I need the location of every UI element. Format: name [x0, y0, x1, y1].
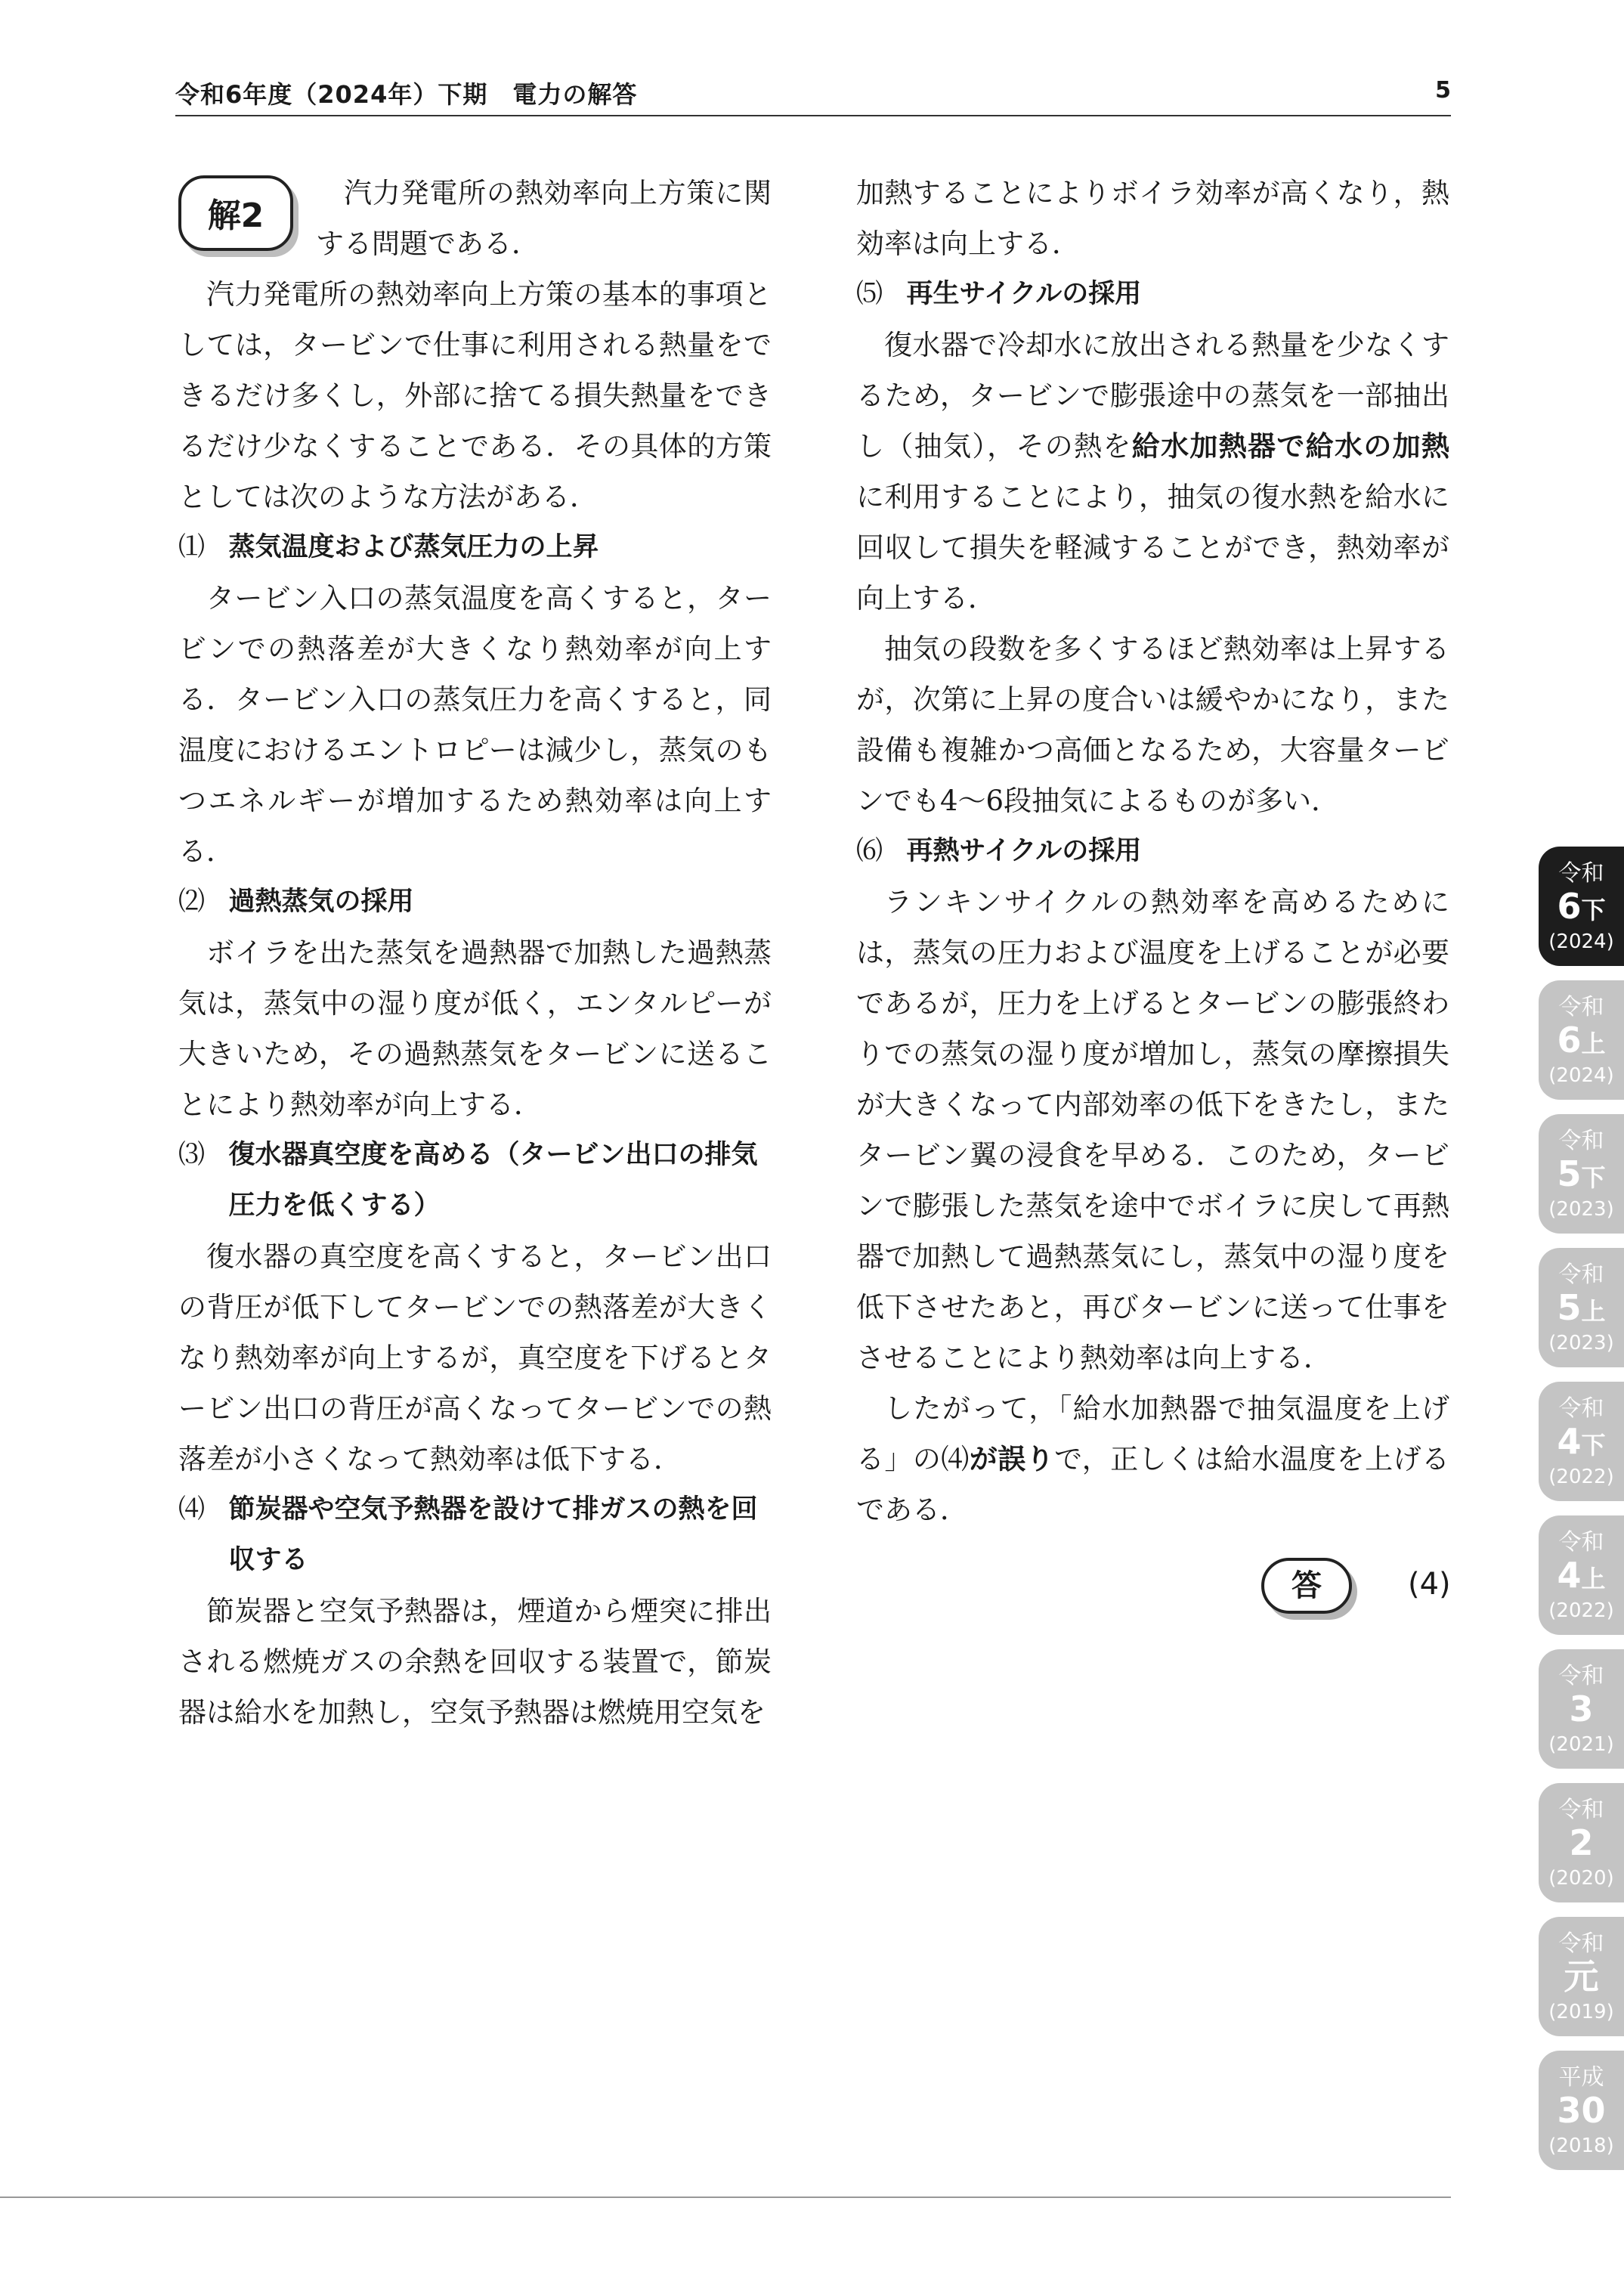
year-tab[interactable] [1539, 1248, 1624, 1367]
tab-year-number: 5 [1557, 1287, 1582, 1328]
section-heading-4 [178, 1484, 772, 1586]
tab-western-year: (2024) [1548, 1064, 1614, 1087]
section-number: ⑶ [178, 1140, 206, 1170]
tab-year-number: 5 [1557, 1153, 1582, 1194]
tab-era: 平成 [1558, 2064, 1604, 2091]
tab-era: 令和 [1558, 1797, 1604, 1823]
section-number: ⑵ [178, 887, 206, 917]
year-tab[interactable] [1539, 1382, 1624, 1501]
tab-year-number: 元 [1564, 1956, 1599, 1997]
body-text: したがって，「給水加熱器で抽気温度を上げる」の⑷ [856, 1392, 1449, 1475]
section-body-4: 節炭器と空気予熱器は，煙道から煙突に排出される燃焼ガスの余熱を回収する装置で，節炭器は給水を加熱し，空気予熱器は燃焼用空気を [178, 1595, 772, 1729]
year-tab[interactable] [1539, 1114, 1624, 1234]
emphasis-text: が誤り [969, 1443, 1055, 1475]
tab-western-year: (2022) [1548, 1466, 1614, 1488]
continued-paragraph: 加熱することによりボイラ効率が高くなり，熱効率は向上する． [856, 177, 1449, 260]
body-text: 復水器で冷却水に放出される熱量を少なくするため，タービンで膨張途中の蒸気を一部抽出し（抽気），その熱を [856, 329, 1449, 463]
intro-text: 汽力発電所の熱効率向上方策に関する問題である． [316, 177, 772, 260]
footer-rule [0, 2196, 1451, 2198]
tab-western-year: (2020) [1548, 1867, 1614, 1890]
intro-block [178, 168, 772, 269]
tab-western-year: (2023) [1548, 1198, 1614, 1221]
year-tab[interactable] [1539, 980, 1624, 1100]
page-number: 5 [1435, 77, 1451, 104]
tab-half: 下 [1581, 896, 1606, 924]
tab-year [1539, 887, 1624, 929]
tab-western-year: (2023) [1548, 1332, 1614, 1354]
section-body-1: タービン入口の蒸気温度を高くすると，タービンでの熱落差が大きくなり熱効率が向上する．タービン入口の蒸気圧力を高くすると，同温度におけるエントロピーは減少し，蒸気のもつエネルギーが増加するため熱効率は向上する． [178, 582, 772, 868]
tab-year [1539, 1155, 1624, 1197]
tab-era: 令和 [1558, 1262, 1604, 1288]
left-column [178, 168, 772, 1738]
page-header [175, 74, 1451, 116]
tab-year-number: 6 [1557, 1020, 1582, 1060]
tab-year-number: 6 [1557, 886, 1582, 927]
tab-half: 下 [1581, 1431, 1606, 1460]
tab-era: 令和 [1558, 994, 1604, 1020]
section-body-5b: 抽気の段数を多くするほど熱効率は上昇するが，次第に上昇の度合いは緩やかになり，また設備も複雑かつ高価となるため，大容量タービンでも4～6段抽気によるものが多い． [856, 633, 1449, 817]
tab-year-number: 3 [1569, 1689, 1594, 1729]
answer-number-badge: 解2 [178, 175, 293, 251]
tab-western-year: (2019) [1548, 2001, 1614, 2023]
section-title: 再生サイクルの採用 [906, 279, 1142, 309]
tab-year-number: 4 [1557, 1555, 1582, 1596]
tab-year [1539, 1021, 1624, 1063]
section-heading-6 [856, 826, 1449, 877]
section-body-5 [856, 320, 1449, 624]
tab-era: 令和 [1558, 1663, 1604, 1689]
tab-era: 令和 [1558, 1395, 1604, 1422]
tab-era: 令和 [1558, 1529, 1604, 1556]
answer-value: (4) [1408, 1567, 1451, 1602]
year-tab[interactable] [1539, 1917, 1624, 2036]
tab-year [1539, 1690, 1624, 1732]
tab-half: 上 [1581, 1565, 1606, 1593]
section-number: ⑷ [178, 1494, 206, 1525]
section-title: 蒸気温度および蒸気圧力の上昇 [228, 532, 599, 562]
section-body-6: ランキンサイクルの熱効率を高めるためには，蒸気の圧力および温度を上げることが必要であるが，圧力を上げるとタービンの膨張終わりでの蒸気の湿り度が増加し，蒸気の摩擦損失が大きくなって内部効率の低下をきたし，またタービン翼の浸食を早める．このため，タービンで膨張した蒸気を途中でボイラに戻して再熱器で加熱して過熱蒸気にし，蒸気中の湿り度を低下させたあと，再びタービンに送って仕事をさせることにより熱効率は向上する． [856, 886, 1449, 1374]
answer-badge: 答 [1261, 1558, 1352, 1614]
tab-half: 上 [1581, 1029, 1606, 1058]
tab-year [1539, 1289, 1624, 1330]
conclusion-paragraph [856, 1383, 1449, 1535]
section-number: ⑹ [856, 836, 883, 866]
year-tab[interactable] [1539, 1649, 1624, 1769]
tab-year [1539, 2091, 1624, 2133]
answer-row [856, 1550, 1449, 1633]
tab-western-year: (2021) [1548, 1733, 1614, 1756]
section-title: 節炭器や空気予熱器を設けて排ガスの熱を回収する [228, 1494, 758, 1575]
tab-year [1539, 1423, 1624, 1464]
tab-western-year: (2024) [1548, 930, 1614, 953]
section-heading-3 [178, 1130, 772, 1231]
tab-western-year: (2018) [1548, 2135, 1614, 2157]
section-heading-1 [178, 522, 772, 573]
tab-era: 令和 [1558, 860, 1604, 887]
overview-paragraph: 汽力発電所の熱効率向上方策の基本的事項としては，タービンで仕事に利用される熱量をできるだけ多くし，外部に捨てる損失熱量をできるだけ少なくすることである．その具体的方策としては次のような方法がある． [178, 278, 772, 513]
body-text: で，正しくは給水温度を上げるである． [856, 1443, 1449, 1526]
tab-half: 上 [1581, 1297, 1606, 1326]
body-text: に利用することにより，抽気の復水熱を給水に回収して損失を軽減することができ，熱効率が向上する． [856, 481, 1449, 615]
section-title: 復水器真空度を高める（タービン出口の排気圧力を低くする） [228, 1140, 758, 1221]
tab-era: 令和 [1558, 1930, 1604, 1957]
section-heading-2 [178, 877, 772, 927]
tab-western-year: (2022) [1548, 1599, 1614, 1622]
section-number: ⑴ [178, 532, 206, 562]
tab-year-number: 2 [1569, 1822, 1594, 1863]
tab-year [1539, 1556, 1624, 1598]
year-tab[interactable] [1539, 847, 1624, 966]
year-tab[interactable] [1539, 1783, 1624, 1902]
tab-year [1539, 1824, 1624, 1865]
section-title: 過熱蒸気の採用 [228, 887, 414, 917]
tab-year-number: 30 [1557, 2090, 1606, 2131]
year-tabs [1539, 847, 1624, 2184]
section-heading-5 [856, 269, 1449, 320]
section-number: ⑸ [856, 279, 883, 309]
tab-half: 下 [1581, 1163, 1606, 1192]
emphasis-text: 給水加熱器で給水の加熱 [1131, 430, 1449, 463]
right-column [856, 168, 1449, 1633]
tab-year-number: 4 [1557, 1421, 1582, 1462]
year-tab[interactable] [1539, 1515, 1624, 1635]
section-title: 再熱サイクルの採用 [906, 836, 1142, 866]
tab-era: 令和 [1558, 1128, 1604, 1154]
header-title: 令和6年度（2024年）下期 電力の解答 [175, 80, 638, 109]
year-tab[interactable] [1539, 2051, 1624, 2170]
section-body-3: 復水器の真空度を高くすると，タービン出口の背圧が低下してタービンでの熱落差が大きくなり熱効率が向上するが，真空度を下げるとタービン出口の背圧が高くなってタービンでの熱落差が小さくなって熱効率は低下する． [178, 1240, 772, 1475]
tab-year [1539, 1958, 1624, 1999]
section-body-2: ボイラを出た蒸気を過熱器で加熱した過熱蒸気は，蒸気中の湿り度が低く，エンタルピーが大きいため，その過熱蒸気をタービンに送ることにより熱効率が向上する． [178, 936, 772, 1121]
